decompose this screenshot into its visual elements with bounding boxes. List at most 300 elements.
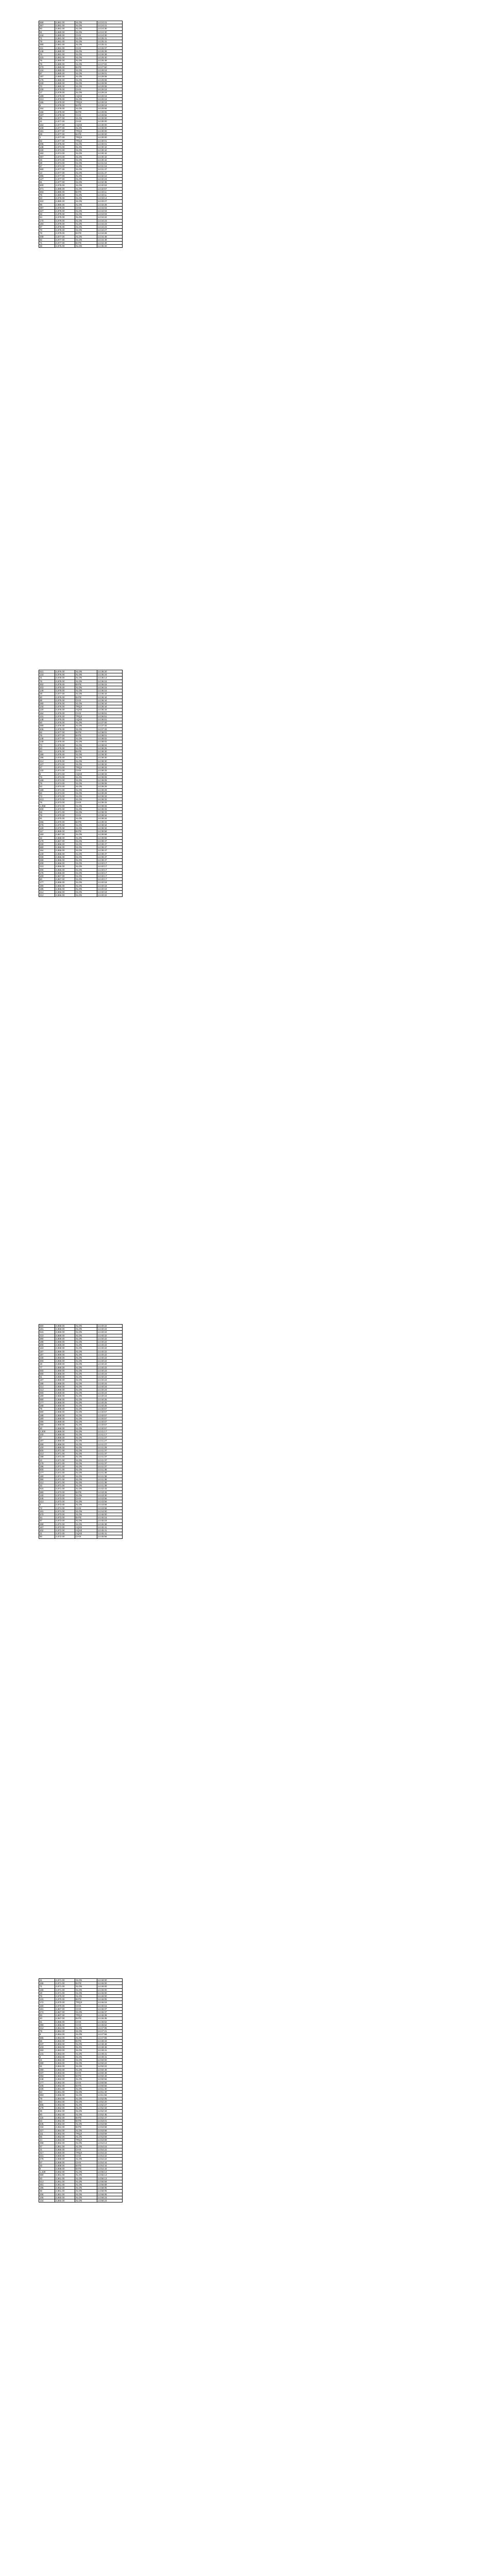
venue-cell: XLON bbox=[75, 1487, 97, 1490]
quantity-cell: 187 bbox=[39, 1353, 55, 1356]
price-cell: 4,872.00 bbox=[55, 804, 75, 807]
venue-cell: XLON bbox=[75, 756, 97, 759]
time-cell: 14:36:14 bbox=[97, 676, 123, 680]
time-cell: 14:53:01 bbox=[97, 2119, 123, 2122]
price-cell: 4,877.00 bbox=[55, 734, 75, 737]
time-cell: 14:30:00 bbox=[97, 117, 123, 120]
venue-cell: BATE bbox=[75, 683, 97, 686]
venue-cell: TRQX bbox=[75, 705, 97, 708]
venue-cell: XLON bbox=[75, 2123, 97, 2126]
price-cell: 4,877.00 bbox=[55, 133, 75, 136]
price-cell: 4,874.00 bbox=[55, 782, 75, 785]
price-cell: 4,868.00 bbox=[55, 1401, 75, 1404]
trade-table bbox=[39, 1324, 123, 1539]
quantity-cell: 194 bbox=[39, 222, 55, 225]
quantity-cell: 380 bbox=[39, 1337, 55, 1340]
price-cell: 4,869.00 bbox=[55, 1325, 75, 1328]
quantity-cell: 203 bbox=[39, 686, 55, 689]
price-cell: 4,860.00 bbox=[55, 2199, 75, 2202]
quantity-cell: 250 bbox=[39, 2049, 55, 2052]
price-cell: 4,871.00 bbox=[55, 1988, 75, 1991]
quantity-cell: 177 bbox=[39, 881, 55, 884]
table-row bbox=[39, 2199, 123, 2202]
price-cell: 4,863.00 bbox=[55, 2062, 75, 2065]
price-cell: 4,862.00 bbox=[55, 2119, 75, 2122]
venue-cell: XLON bbox=[75, 2078, 97, 2081]
venue-cell: BATE bbox=[75, 830, 97, 833]
time-cell: 14:46:52 bbox=[97, 2023, 123, 2026]
quantity-cell: 73 bbox=[39, 743, 55, 747]
venue-cell: XLON bbox=[75, 1334, 97, 1337]
quantity-cell: 82 bbox=[39, 238, 55, 241]
venue-cell: XLON bbox=[75, 865, 97, 868]
venue-cell: XLON bbox=[75, 1436, 97, 1439]
time-cell: 14:38:02 bbox=[97, 737, 123, 740]
time-cell: 14:58:23 bbox=[97, 2196, 123, 2199]
price-cell: 4,866.00 bbox=[55, 852, 75, 855]
price-cell: 4,869.00 bbox=[55, 1363, 75, 1366]
price-cell: 4,880.00 bbox=[55, 62, 75, 65]
price-cell: 4,880.00 bbox=[55, 30, 75, 33]
time-cell: 14:50:56 bbox=[97, 2084, 123, 2087]
venue-cell: XLON bbox=[75, 1357, 97, 1360]
price-cell: 4,881.00 bbox=[55, 27, 75, 30]
price-cell: 4,866.00 bbox=[55, 894, 75, 897]
price-cell: 4,870.00 bbox=[55, 823, 75, 826]
price-cell: 4,876.00 bbox=[55, 721, 75, 724]
price-cell: 4,876.00 bbox=[55, 727, 75, 731]
quantity-cell: 188 bbox=[39, 1414, 55, 1417]
time-cell: 14:36:15 bbox=[97, 680, 123, 683]
venue-cell: XLON bbox=[75, 2171, 97, 2174]
venue-cell: XLON bbox=[75, 1395, 97, 1398]
time-cell: 14:41:38 bbox=[97, 1484, 123, 1487]
time-cell: 14:24:21 bbox=[97, 21, 123, 24]
time-cell: 14:38:33 bbox=[97, 772, 123, 775]
time-cell: 14:45:41 bbox=[97, 1529, 123, 1532]
price-cell: 4,869.00 bbox=[55, 1334, 75, 1337]
time-cell: 14:49:41 bbox=[97, 2049, 123, 2052]
price-cell: 4,880.00 bbox=[55, 193, 75, 196]
time-cell: 14:37:33 bbox=[97, 724, 123, 727]
quantity-cell: 90 bbox=[39, 696, 55, 699]
quantity-cell: 213 bbox=[39, 1452, 55, 1455]
venue-cell: BATE bbox=[75, 65, 97, 69]
price-cell: 4,867.00 bbox=[55, 2014, 75, 2017]
quantity-cell: 30 bbox=[39, 1427, 55, 1430]
quantity-cell: 132 bbox=[39, 769, 55, 772]
venue-cell: XLON bbox=[75, 117, 97, 120]
venue-cell: BATE bbox=[75, 104, 97, 107]
time-cell: 14:39:33 bbox=[97, 804, 123, 807]
price-cell: 4,869.00 bbox=[55, 1350, 75, 1353]
quantity-cell: 317 bbox=[39, 2151, 55, 2154]
quantity-cell: 93 bbox=[39, 2014, 55, 2017]
venue-cell: XLON bbox=[75, 2055, 97, 2058]
quantity-cell: 390 bbox=[39, 1478, 55, 1481]
price-cell: 4,863.00 bbox=[55, 2059, 75, 2062]
venue-cell: XLON bbox=[75, 1519, 97, 1522]
venue-cell: XLON bbox=[75, 43, 97, 46]
quantity-cell: 197 bbox=[39, 75, 55, 78]
venue-cell: XLON bbox=[75, 2193, 97, 2196]
venue-cell: XLON bbox=[75, 81, 97, 84]
price-cell: 4,869.00 bbox=[55, 1337, 75, 1340]
price-cell: 4,862.00 bbox=[55, 2123, 75, 2126]
venue-cell: XLON bbox=[75, 1379, 97, 1382]
venue-cell: XLON bbox=[75, 145, 97, 148]
venue-cell: XLON bbox=[75, 235, 97, 238]
trade-table bbox=[39, 21, 123, 248]
time-cell: 14:53:58 bbox=[97, 2123, 123, 2126]
quantity-cell: 290 bbox=[39, 2068, 55, 2071]
time-cell: 14:50:56 bbox=[97, 2078, 123, 2081]
time-cell: 14:40:24 bbox=[97, 1392, 123, 1395]
quantity-cell: 327 bbox=[39, 2129, 55, 2132]
venue-cell: XLON bbox=[75, 1510, 97, 1513]
time-cell: 14:30:00 bbox=[97, 129, 123, 132]
price-cell: 4,878.00 bbox=[55, 680, 75, 683]
price-cell: 4,870.00 bbox=[55, 2004, 75, 2007]
quantity-cell: 680 bbox=[39, 846, 55, 849]
quantity-cell: 81 bbox=[39, 30, 55, 33]
quantity-cell: 40 bbox=[39, 2017, 55, 2020]
time-cell: 14:38:33 bbox=[97, 769, 123, 772]
price-cell: 4,863.00 bbox=[55, 2055, 75, 2058]
venue-cell: XLON bbox=[75, 1411, 97, 1414]
quantity-cell: 82 bbox=[39, 139, 55, 142]
quantity-cell: 76 bbox=[39, 53, 55, 56]
price-cell: 4,870.00 bbox=[55, 1998, 75, 2001]
time-cell: 14:34:23 bbox=[97, 219, 123, 222]
price-cell: 4,879.00 bbox=[55, 222, 75, 225]
time-cell: 14:29:55 bbox=[97, 110, 123, 113]
price-cell: 4,874.00 bbox=[55, 788, 75, 791]
time-cell: 14:40:17 bbox=[97, 878, 123, 881]
quantity-cell: 79 bbox=[39, 1408, 55, 1411]
quantity-cell: 79 bbox=[39, 782, 55, 785]
venue-cell: XLON bbox=[75, 2183, 97, 2187]
price-cell: 4,862.00 bbox=[55, 2142, 75, 2145]
quantity-cell: 164 bbox=[39, 849, 55, 852]
price-cell: 4,863.00 bbox=[55, 2046, 75, 2049]
quantity-cell: 274 bbox=[39, 2011, 55, 2014]
quantity-cell: 213 bbox=[39, 97, 55, 100]
time-cell: 14:30:00 bbox=[97, 133, 123, 136]
venue-cell: XLON bbox=[75, 2129, 97, 2132]
venue-cell: XLON bbox=[75, 158, 97, 161]
quantity-cell: 345 bbox=[39, 1497, 55, 1500]
venue-cell: XLON bbox=[75, 887, 97, 890]
venue-cell: CHIX bbox=[75, 2007, 97, 2010]
time-cell: 14:46:05 bbox=[97, 1998, 123, 2001]
venue-cell: BATE bbox=[75, 1998, 97, 2001]
time-cell: 14:39:47 bbox=[97, 839, 123, 842]
quantity-cell: 54 bbox=[39, 2091, 55, 2094]
price-cell: 4,878.00 bbox=[55, 113, 75, 116]
price-cell: 4,879.00 bbox=[55, 209, 75, 212]
time-cell: 14:38:01 bbox=[97, 731, 123, 734]
quantity-cell: 22 bbox=[39, 1459, 55, 1462]
price-cell: 4,871.00 bbox=[55, 1991, 75, 1994]
quantity-cell: 130 bbox=[39, 1494, 55, 1497]
price-cell: 4,869.00 bbox=[55, 1376, 75, 1379]
time-cell: 14:35:24 bbox=[97, 673, 123, 676]
price-cell: 4,869.00 bbox=[55, 1388, 75, 1392]
quantity-cell: 187 bbox=[39, 1439, 55, 1443]
venue-cell: XLON bbox=[75, 670, 97, 673]
venue-cell: XLON bbox=[75, 1985, 97, 1988]
venue-cell: XLON bbox=[75, 1433, 97, 1436]
quantity-cell: 100 bbox=[39, 1433, 55, 1436]
quantity-cell: 13 bbox=[39, 171, 55, 174]
time-cell: 14:40:17 bbox=[97, 865, 123, 868]
venue-cell: AQXE bbox=[75, 708, 97, 711]
time-cell: 14:45:56 bbox=[97, 1535, 123, 1538]
price-cell: 4,879.00 bbox=[55, 216, 75, 219]
price-cell: 4,871.00 bbox=[55, 1465, 75, 1468]
price-cell: 4,861.00 bbox=[55, 2180, 75, 2183]
quantity-cell: 44 bbox=[39, 2139, 55, 2142]
price-cell: 4,874.00 bbox=[55, 149, 75, 152]
venue-cell: XLON bbox=[75, 1478, 97, 1481]
quantity-cell: 149 bbox=[39, 740, 55, 743]
quantity-cell: 94 bbox=[39, 1516, 55, 1519]
price-cell: 4,863.00 bbox=[55, 2049, 75, 2052]
price-cell: 4,876.00 bbox=[55, 673, 75, 676]
time-cell: 14:39:29 bbox=[97, 791, 123, 794]
time-cell: 14:32:23 bbox=[97, 177, 123, 180]
price-cell: 4,879.00 bbox=[55, 91, 75, 94]
quantity-cell: 191 bbox=[39, 1328, 55, 1331]
quantity-cell: 103 bbox=[39, 2046, 55, 2049]
quantity-cell: 450 bbox=[39, 1360, 55, 1363]
price-cell: 4,863.00 bbox=[55, 2039, 75, 2042]
quantity-cell: 4 bbox=[39, 1503, 55, 1506]
price-cell: 4,863.00 bbox=[55, 2065, 75, 2068]
time-cell: 14:48:48 bbox=[97, 2046, 123, 2049]
quantity-cell: 35 bbox=[39, 2110, 55, 2113]
price-cell: 4,874.00 bbox=[55, 152, 75, 155]
time-cell: 14:34:49 bbox=[97, 242, 123, 245]
venue-cell: XLON bbox=[75, 2180, 97, 2183]
time-cell: 14:54:22 bbox=[97, 2148, 123, 2151]
price-cell: 4,876.00 bbox=[55, 715, 75, 718]
price-cell: 4,866.00 bbox=[55, 871, 75, 874]
quantity-cell: 303 bbox=[39, 190, 55, 193]
venue-cell: CHIX bbox=[75, 2081, 97, 2084]
venue-cell: XLON bbox=[75, 245, 97, 248]
quantity-cell: 90 bbox=[39, 1535, 55, 1538]
venue-cell: CHIX bbox=[75, 801, 97, 804]
venue-cell: XLON bbox=[75, 1430, 97, 1433]
quantity-cell: 17 bbox=[39, 91, 55, 94]
price-cell: 4,880.00 bbox=[55, 187, 75, 190]
time-cell: 14:43:56 bbox=[97, 1497, 123, 1500]
quantity-cell: 302 bbox=[39, 683, 55, 686]
time-cell: 14:30:00 bbox=[97, 136, 123, 139]
venue-cell: BATE bbox=[75, 820, 97, 823]
price-cell: 4,878.00 bbox=[55, 97, 75, 100]
quantity-cell: 163 bbox=[39, 1347, 55, 1350]
time-cell: 14:39:33 bbox=[97, 798, 123, 801]
time-cell: 14:54:22 bbox=[97, 2151, 123, 2154]
time-cell: 14:39:58 bbox=[97, 833, 123, 836]
quantity-cell: 161 bbox=[39, 1510, 55, 1513]
quantity-cell: 87 bbox=[39, 1436, 55, 1439]
time-cell: 14:36:15 bbox=[97, 686, 123, 689]
price-cell: 4,866.00 bbox=[55, 849, 75, 852]
price-cell: 4,869.00 bbox=[55, 1417, 75, 1420]
price-cell: 4,881.00 bbox=[55, 53, 75, 56]
price-cell: 4,868.00 bbox=[55, 1408, 75, 1411]
venue-cell: XLON bbox=[75, 2100, 97, 2103]
venue-cell: XLON bbox=[75, 149, 97, 152]
venue-cell: BATE bbox=[75, 242, 97, 245]
venue-cell: XLON bbox=[75, 1995, 97, 1998]
venue-cell: XLON bbox=[75, 737, 97, 740]
time-cell: 14:40:24 bbox=[97, 1379, 123, 1382]
price-cell: 4,874.00 bbox=[55, 158, 75, 161]
price-cell: 4,858.00 bbox=[55, 2167, 75, 2170]
time-cell: 14:40:18 bbox=[97, 891, 123, 894]
time-cell: 14:52:20 bbox=[97, 2100, 123, 2103]
time-cell: 14:49:41 bbox=[97, 2052, 123, 2055]
quantity-cell: 23 bbox=[39, 197, 55, 200]
time-cell: 14:45:38 bbox=[97, 1522, 123, 1526]
quantity-cell: 164 bbox=[39, 107, 55, 110]
time-cell: 14:48:33 bbox=[97, 2039, 123, 2042]
quantity-cell: 76 bbox=[39, 232, 55, 235]
time-cell: 14:36:51 bbox=[97, 711, 123, 715]
price-cell: 4,869.00 bbox=[55, 1366, 75, 1369]
table-row bbox=[39, 245, 123, 248]
time-cell: 14:30:00 bbox=[97, 123, 123, 126]
quantity-cell: 214 bbox=[39, 759, 55, 762]
venue-cell: BATE bbox=[75, 750, 97, 753]
venue-cell: XLON bbox=[75, 875, 97, 878]
venue-cell: XLON bbox=[75, 810, 97, 814]
venue-cell: TRQX bbox=[75, 2001, 97, 2004]
price-cell: 4,873.00 bbox=[55, 1503, 75, 1506]
time-cell: 14:41:38 bbox=[97, 1475, 123, 1478]
venue-cell: TRQX bbox=[75, 2151, 97, 2154]
time-cell: 14:41:37 bbox=[97, 1449, 123, 1452]
price-cell: 4,868.00 bbox=[55, 1404, 75, 1408]
price-cell: 4,870.00 bbox=[55, 2001, 75, 2004]
quantity-cell: 167 bbox=[39, 1526, 55, 1529]
quantity-cell: 87 bbox=[39, 226, 55, 229]
quantity-cell: 212 bbox=[39, 2027, 55, 2030]
quantity-cell: 189 bbox=[39, 1455, 55, 1459]
time-cell: 14:27:02 bbox=[97, 62, 123, 65]
price-cell: 4,867.00 bbox=[55, 875, 75, 878]
quantity-cell: 230 bbox=[39, 1357, 55, 1360]
venue-cell: XLON bbox=[75, 1344, 97, 1347]
price-cell: 4,877.00 bbox=[55, 136, 75, 139]
price-cell: 4,878.00 bbox=[55, 107, 75, 110]
price-cell: 4,872.00 bbox=[55, 1529, 75, 1532]
venue-cell: XLON bbox=[75, 2135, 97, 2138]
quantity-cell: 134 bbox=[39, 2199, 55, 2202]
price-cell: 4,879.00 bbox=[55, 94, 75, 97]
time-cell: 14:39:33 bbox=[97, 794, 123, 798]
price-cell: 4,877.00 bbox=[55, 235, 75, 238]
price-cell: 4,875.00 bbox=[55, 750, 75, 753]
quantity-cell: 237 bbox=[39, 2071, 55, 2074]
quantity-cell: 28 bbox=[39, 692, 55, 696]
quantity-cell: 41 bbox=[39, 120, 55, 123]
time-cell: 14:45:16 bbox=[97, 1516, 123, 1519]
venue-cell: XLON bbox=[75, 1417, 97, 1420]
time-cell: 14:29:56 bbox=[97, 113, 123, 116]
price-cell: 4,876.00 bbox=[55, 245, 75, 248]
quantity-cell: 258 bbox=[39, 2142, 55, 2145]
time-cell: 14:39:58 bbox=[97, 830, 123, 833]
quantity-cell: 177 bbox=[39, 1401, 55, 1404]
quantity-cell: 84 bbox=[39, 2100, 55, 2103]
price-cell: 4,881.00 bbox=[55, 43, 75, 46]
venue-cell: CHIX bbox=[75, 2161, 97, 2164]
price-cell: 4,877.00 bbox=[55, 171, 75, 174]
venue-cell: XLON bbox=[75, 59, 97, 62]
quantity-cell: 210 bbox=[39, 865, 55, 868]
venue-cell: BATE bbox=[75, 696, 97, 699]
price-cell: 4,874.00 bbox=[55, 762, 75, 766]
price-cell: 4,874.00 bbox=[55, 778, 75, 782]
quantity-cell: 84 bbox=[39, 750, 55, 753]
quantity-cell: 78 bbox=[39, 2097, 55, 2100]
time-cell: 14:24:21 bbox=[97, 24, 123, 27]
time-cell: 14:39:47 bbox=[97, 842, 123, 845]
quantity-cell: 290 bbox=[39, 1420, 55, 1423]
price-cell: 4,866.00 bbox=[55, 891, 75, 894]
quantity-cell: 116 bbox=[39, 2116, 55, 2119]
time-cell: 14:40:24 bbox=[97, 1376, 123, 1379]
quantity-cell: 248 bbox=[39, 2078, 55, 2081]
price-cell: 4,866.00 bbox=[55, 884, 75, 887]
venue-cell: XLON bbox=[75, 747, 97, 750]
venue-cell: BATE bbox=[75, 2084, 97, 2087]
quantity-cell: 79 bbox=[39, 2030, 55, 2033]
time-cell: 14:35:20 bbox=[97, 670, 123, 673]
price-cell: 4,873.00 bbox=[55, 1519, 75, 1522]
price-cell: 4,861.00 bbox=[55, 2190, 75, 2193]
quantity-cell: 179 bbox=[39, 1462, 55, 1465]
time-cell: 14:45:41 bbox=[97, 1532, 123, 1535]
price-cell: 4,860.00 bbox=[55, 2148, 75, 2151]
quantity-cell: 560 bbox=[39, 1369, 55, 1372]
price-cell: 4,862.00 bbox=[55, 2078, 75, 2081]
venue-cell: TRQX bbox=[75, 2014, 97, 2017]
venue-cell: XLON bbox=[75, 680, 97, 683]
time-cell: 14:53:58 bbox=[97, 2126, 123, 2129]
time-cell: 14:40:25 bbox=[97, 1404, 123, 1408]
price-cell: 4,867.00 bbox=[55, 878, 75, 881]
quantity-cell: 156 bbox=[39, 101, 55, 104]
venue-cell: BATE bbox=[75, 2075, 97, 2078]
venue-cell: CHIX bbox=[75, 33, 97, 37]
venue-cell: XLON bbox=[75, 1398, 97, 1401]
venue-cell: XLON bbox=[75, 1372, 97, 1376]
quantity-cell: 187 bbox=[39, 1350, 55, 1353]
venue-cell: XLON bbox=[75, 155, 97, 158]
venue-cell: XLON bbox=[75, 30, 97, 33]
quantity-cell: 491 bbox=[39, 2183, 55, 2187]
price-cell: 4,873.00 bbox=[55, 1500, 75, 1503]
venue-cell: XLON bbox=[75, 727, 97, 731]
venue-cell: XLON bbox=[75, 2027, 97, 2030]
